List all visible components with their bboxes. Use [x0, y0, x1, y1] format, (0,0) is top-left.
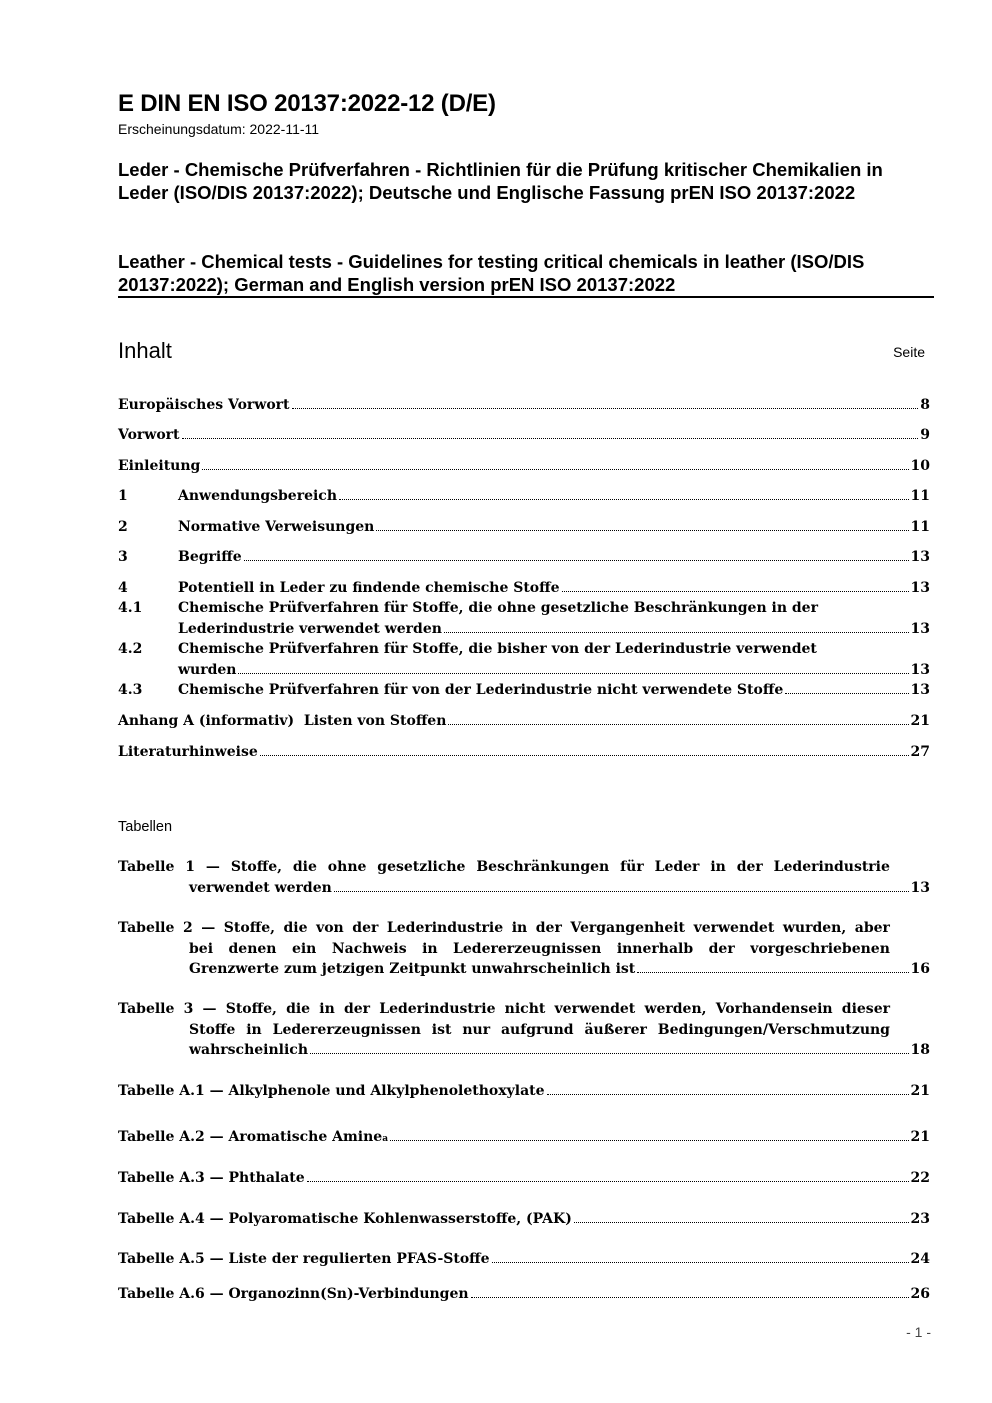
entry-text: Tabelle A.6 — Organozinn(Sn)-Verbindungen: [118, 1286, 469, 1302]
toc-entry-number: 4.2: [118, 641, 143, 657]
entry-line: bei denen ein Nachweis in Ledererzeugnissen innerhalb der vorgeschriebenen: [189, 940, 890, 957]
toc-entry-page: 10: [910, 458, 930, 474]
toc-entry-text: Europäisches Vorwort: [118, 397, 290, 413]
toc-entry-text-continued: Lederindustrie verwendet werden: [178, 620, 442, 637]
document-id: E DIN EN ISO 20137:2022-12 (D/E): [118, 90, 496, 117]
toc-entry-text: Anwendungsbereich: [178, 488, 337, 504]
entry-text-last-line: verwendet werden: [189, 879, 332, 896]
toc-entry-page: 13: [910, 620, 930, 637]
entry-page: 26: [910, 1286, 930, 1302]
toc-entry-text: Einleitung: [118, 458, 201, 474]
toc-entry[interactable]: [118, 742, 930, 762]
entry-text-last-line: Grenzwerte zum jetzigen Zeitpunkt unwahrscheinlich ist: [189, 961, 636, 977]
title-divider: [118, 296, 934, 298]
table-list-entry[interactable]: [118, 1284, 930, 1304]
toc-entry[interactable]: [118, 598, 930, 639]
publication-date: Erscheinungsdatum: 2022-11-11: [118, 121, 320, 137]
toc-entry-number: 2: [118, 519, 128, 535]
leader-dots: [448, 724, 908, 725]
entry-page: 22: [910, 1170, 930, 1186]
toc-entry-text: Chemische Prüfverfahren für Stoffe, die ohne gesetzliche Beschränkungen in der: [178, 600, 818, 616]
table-list-entry[interactable]: [118, 1127, 930, 1149]
leader-dots: [444, 632, 909, 633]
table-list-entry[interactable]: [118, 1168, 930, 1188]
footnote-marker: a: [382, 1134, 389, 1144]
leader-dots: [339, 499, 909, 500]
entry-page: 23: [910, 1211, 930, 1227]
entry-line: Stoffe in Ledererzeugnissen ist nur aufgrund äußerer Bedingungen/Verschmutzung: [189, 1021, 890, 1038]
entry-page: 13: [910, 879, 930, 896]
toc-entry-page: 13: [910, 661, 930, 678]
leader-dots: [562, 591, 909, 592]
entry-line: Tabelle 3 — Stoffe, die in der Lederindustrie nicht verwendet werden, Vorhandensein dieser: [118, 1001, 890, 1017]
page-number: - 1 -: [906, 1324, 931, 1340]
leader-dots: [376, 530, 908, 531]
toc-entry-text: Chemische Prüfverfahren für von der Lederindustrie nicht verwendete Stoffe: [178, 682, 784, 698]
toc-entry-text: Chemische Prüfverfahren für Stoffe, die bisher von der Lederindustrie verwendet: [178, 641, 817, 657]
tables-heading: Tabellen: [118, 819, 173, 835]
toc-entry-number: 4.3: [118, 682, 143, 698]
entry-text-last-line: wahrscheinlich: [189, 1042, 309, 1058]
toc-entry-page: 13: [910, 549, 930, 565]
toc-entry-page: 13: [910, 682, 930, 698]
title-german: Leder - Chemische Prüfverfahren - Richtlinien für die Prüfung kritischer Chemikalien in Leder (ISO/DIS 20137:2022); Deutsche und Englische Fassung prEN ISO 20137:2022: [118, 159, 883, 203]
table-list-entry[interactable]: [118, 857, 930, 898]
entry-line: Tabelle 1 — Stoffe, die ohne gesetzliche Beschränkungen für Leder in der Lederindustrie: [118, 859, 890, 875]
entry-page: 21: [910, 1083, 930, 1099]
leader-dots: [182, 438, 919, 439]
entry-text: Tabelle A.4 — Polyaromatische Kohlenwasserstoffe, (PAK): [118, 1211, 572, 1227]
toc-entry-page: 21: [910, 713, 930, 729]
leader-dots: [244, 560, 909, 561]
toc-entry[interactable]: [118, 425, 930, 445]
table-list-entry[interactable]: [118, 1209, 930, 1229]
toc-entry-page: 11: [910, 488, 930, 504]
leader-dots: [260, 755, 909, 756]
leader-dots: [637, 972, 908, 973]
leader-dots: [292, 408, 919, 409]
toc-entry[interactable]: [118, 456, 930, 476]
toc-entry-number: 1: [118, 488, 128, 504]
leader-dots: [390, 1140, 908, 1141]
toc-entry[interactable]: [118, 711, 930, 731]
toc-entry[interactable]: [118, 639, 930, 680]
leader-dots: [310, 1053, 909, 1054]
leader-dots: [492, 1262, 909, 1263]
title-english: Leather - Chemical tests - Guidelines for testing critical chemicals in leather (ISO/DIS 20137:2022); German and English version prEN ISO 20137:2022: [118, 251, 865, 295]
toc-entry-text-continued: wurden: [178, 661, 237, 678]
toc-entry-page: 8: [920, 397, 930, 413]
toc-entry-text: Vorwort: [118, 427, 180, 443]
toc-entry-page: 9: [920, 427, 930, 443]
toc-entry[interactable]: [118, 680, 930, 700]
entry-text: Tabelle A.2 — Aromatische Amine: [118, 1129, 383, 1145]
toc-entry[interactable]: [118, 517, 930, 537]
leader-dots: [574, 1222, 909, 1223]
entry-line: Tabelle 2 — Stoffe, die von der Lederindustrie in der Vergangenheit verwendet wurden, aber: [118, 920, 890, 936]
toc-entry[interactable]: [118, 486, 930, 506]
leader-dots: [238, 673, 908, 674]
toc-entry-page: 11: [910, 519, 930, 535]
toc-entry-text: Literaturhinweise: [118, 744, 258, 760]
toc-entry-number: 4: [118, 580, 128, 596]
leader-dots: [202, 469, 908, 470]
toc-entry-text: Anhang A (informativ) Listen von Stoffen: [118, 713, 447, 729]
table-list-entry[interactable]: [118, 1249, 930, 1269]
toc-entry-page: 27: [910, 744, 930, 760]
toc-entry[interactable]: [118, 578, 930, 598]
toc-heading: Inhalt: [118, 338, 172, 363]
table-list-entry[interactable]: [118, 1081, 930, 1101]
table-list-entry[interactable]: [118, 918, 930, 980]
toc-entry-text: Begriffe: [178, 549, 242, 565]
toc-entry-number: 4.1: [118, 600, 143, 616]
table-list-entry[interactable]: [118, 999, 930, 1061]
leader-dots: [547, 1094, 909, 1095]
entry-page: 24: [910, 1251, 930, 1267]
entry-text: Tabelle A.5 — Liste der regulierten PFAS-Stoffe: [118, 1251, 490, 1267]
entry-page: 16: [910, 961, 930, 977]
toc-entry-text: Potentiell in Leder zu findende chemische Stoffe: [178, 580, 560, 596]
toc-entry[interactable]: [118, 547, 930, 567]
toc-page-label: Seite: [893, 344, 925, 360]
leader-dots: [334, 891, 909, 892]
entry-text: Tabelle A.3 — Phthalate: [118, 1170, 305, 1186]
toc-entry[interactable]: [118, 395, 930, 415]
leader-dots: [785, 693, 908, 694]
entry-text: Tabelle A.1 — Alkylphenole und Alkylphenolethoxylate: [118, 1083, 545, 1099]
toc-entry-page: 13: [910, 580, 930, 596]
toc-entry-text: Normative Verweisungen: [178, 519, 375, 535]
leader-dots: [307, 1181, 909, 1182]
entry-page: 18: [910, 1042, 930, 1058]
toc-entry-number: 3: [118, 549, 128, 565]
entry-page: 21: [910, 1129, 930, 1145]
leader-dots: [471, 1297, 909, 1298]
